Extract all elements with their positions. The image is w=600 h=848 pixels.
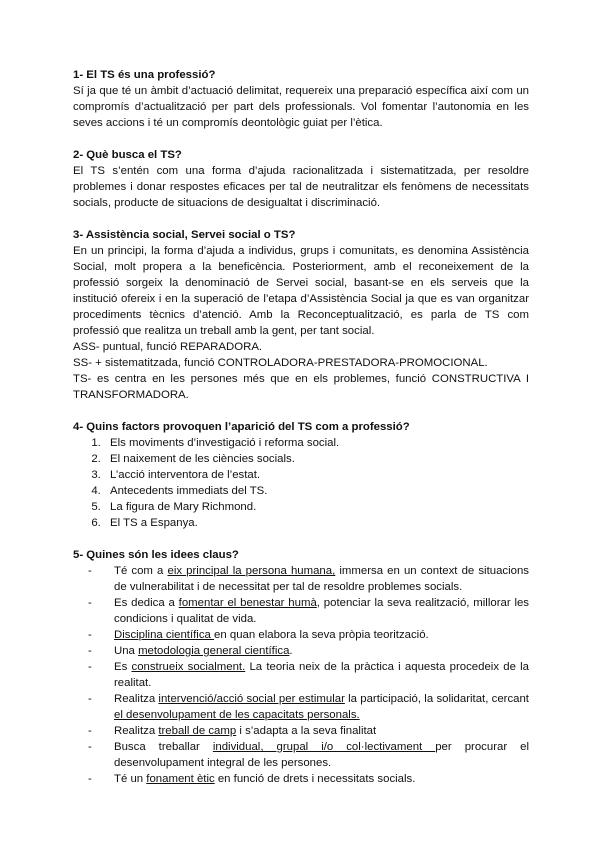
section-1 [73,67,529,131]
underlined-text: eix principal la persona humana, [167,565,336,577]
document-page [73,67,529,803]
underlined-text: fonament ètic [146,773,215,785]
definition-line-ass: ASS- puntual, funció REPARADORA. [73,341,263,353]
list-item [114,771,529,787]
text-segment: Té com a [114,565,168,577]
list-item [114,739,529,771]
text-segment: la participació, la solidaritat, cercant [344,693,529,705]
section-3 [73,227,529,403]
text-segment: Es [114,661,132,673]
underlined-text: intervenció/acció social per estimular [158,693,345,705]
text-segment: en funció de drets i necessitats socials. [214,773,416,785]
underlined-text: construeix socialment. [131,661,246,673]
section-heading: 2- Què busca el TS? [73,149,182,161]
text-segment: en quan elabora la seva pròpia teorització. [214,629,429,641]
list-item [114,595,529,627]
section-4 [73,419,529,531]
list-item [114,627,529,643]
text-segment: Realitza [114,725,159,737]
key-ideas-list [73,563,529,787]
list-item: 3. L’acció interventora de l’estat. [104,467,529,483]
list-item: 1. Els moviments d’investigació i reforma social. [104,435,529,451]
list-item [114,643,529,659]
list-item: 4. Antecedents immediats del TS. [104,483,529,499]
text-segment: immersa en un context de situacions de vulnerabilitat i de necessitat per tal de resoldre problemes socials. [114,565,530,593]
section-heading: 1- El TS és una professió? [73,69,216,81]
list-item [114,691,529,723]
list-item: 2. El naixement de les ciències socials. [104,451,529,467]
text-segment: per procurar el desenvolupament integral de les persones. [114,741,529,769]
text-segment: Busca treballar [114,741,213,753]
text-segment: Una [114,645,139,657]
text-segment: La teoria neix de la pràctica i aquesta procedeix de la realitat. [114,661,529,689]
list-item: 6. El TS a Espanya. [104,515,529,531]
underlined-text: Disciplina científica [114,629,215,641]
underlined-text: treball de camp [158,725,237,737]
list-item [114,563,529,595]
text-segment: , potenciar la seva realització, millorar les condicions i qualitat de vida. [114,597,530,625]
underlined-text: individual, grupal i/o col·lectivament [212,741,436,753]
text-segment: Es dedica a [114,597,179,609]
text-segment: i s’adapta a la seva finalitat [236,725,377,737]
underlined-text: metodologia general científica [138,645,290,657]
section-heading: 5- Quines són les idees claus? [73,549,239,561]
section-paragraph: Sí ja que té un àmbit d’actuació delimitat, requereix una preparació específica així com un compromís d’actualització per part dels professionals. Vol fomentar l’autonomia en les seves accions i té un compromís deontològic guiat per l’ètica. [73,85,529,129]
section-heading: 3- Assistència social, Servei social o TS? [73,229,296,241]
section-paragraph: En un principi, la forma d’ajuda a individus, grups i comunitats, es denomina Assistència Social, molt propera a la beneficència. Posteriorment, amb el reconeixement de la professió sorgeix la denominació de Servei social, basant-se en els serveis que la institució ofereix i en la superació de l’etapa d’Assistència Social ja que es van organitzar procediments tècnics d’atenció. Amb la Reconceptualització, es parla de TS com professió que realitza un treball amb la gent, per tant social. [73,245,529,337]
section-paragraph: El TS s’entén com una forma d’ajuda racionalitzada i sistematitzada, per resoldre problemes i donar respostes eficaces per tal de neutralitzar els fenòmens de necessitats socials, producte de situacions de desigualtat i discriminació. [73,165,529,209]
definition-line-ss: SS- + sistematitzada, funció CONTROLADORA-PRESTADORA-PROMOCIONAL. [73,357,488,369]
section-2 [73,147,529,211]
section-heading: 4- Quins factors provoquen l’aparició del TS com a professió? [73,421,410,433]
underlined-text: fomentar el benestar humà [178,597,317,609]
definition-line-ts: TS- es centra en les persones més que en els problemes, funció CONSTRUCTIVA I TRANSFORMADORA. [73,373,529,401]
section-5 [73,547,529,787]
list-item [114,723,529,739]
list-item [114,659,529,691]
text-segment: . [289,645,293,657]
underlined-text: el desenvolupament de les capacitats personals. [114,709,360,721]
text-segment: Realitza [114,693,159,705]
factors-list [73,435,529,531]
text-segment: Té un [114,773,147,785]
list-item: 5. La figura de Mary Richmond. [104,499,529,515]
